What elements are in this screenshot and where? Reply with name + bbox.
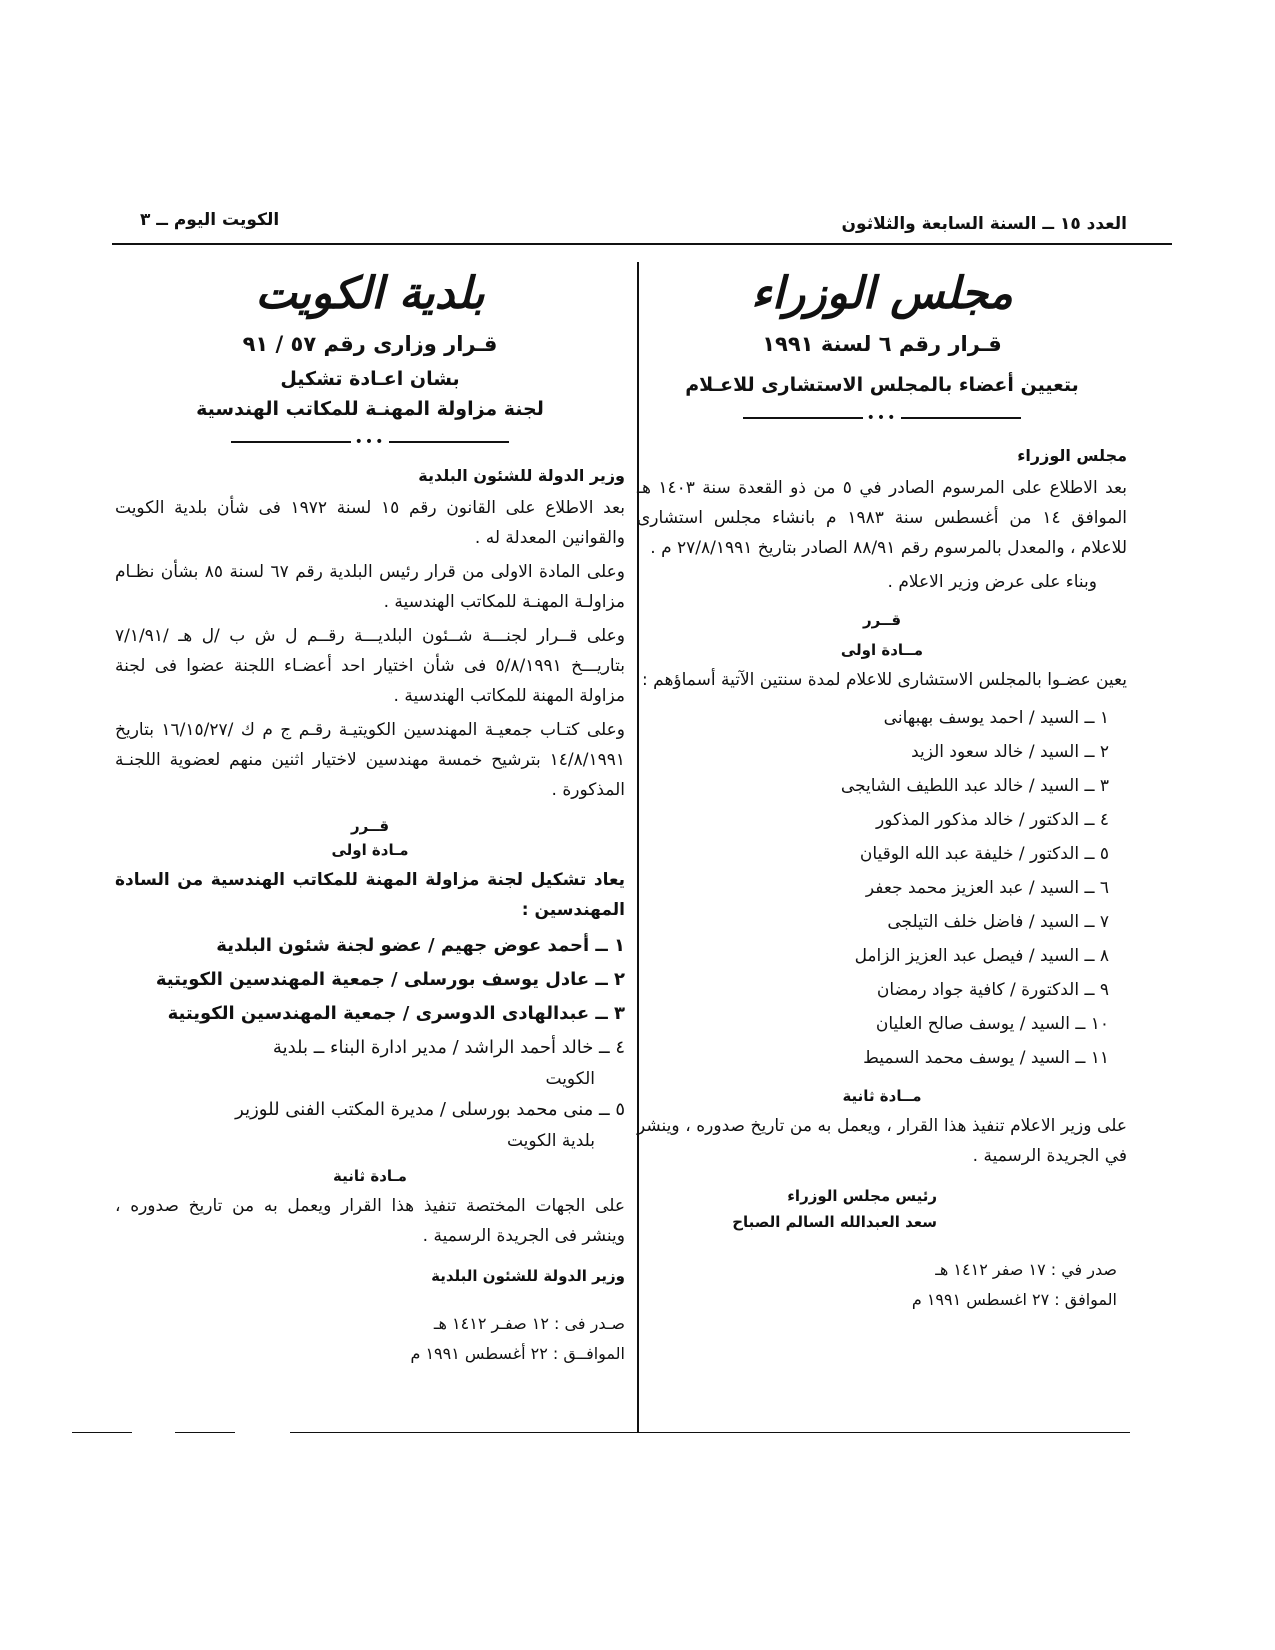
municipality-issued-date <box>115 1309 625 1369</box>
list-item: ١ ــ السيد / احمد يوسف بهبهانى <box>883 708 1109 728</box>
municipality-article-1-heading: مـادة اولى <box>331 841 409 859</box>
council-signatory-title: رئيس مجلس الوزراء <box>787 1187 937 1205</box>
list-item: ١ ــ أحمد عوض جهيم / عضو لجنة شئون البلدية <box>216 935 625 956</box>
list-item: ٥ ــ منى محمد بورسلى / مديرة المكتب الفنى للوزير <box>235 1099 625 1120</box>
municipality-issued-hijri: صـدر فى : ١٢ صفـر ١٤١٢ هـ <box>433 1314 625 1333</box>
council-decided: قــرر <box>862 611 902 629</box>
list-item: ٢ ــ السيد / خالد سعود الزيد <box>911 742 1109 762</box>
municipality-authority: وزير الدولة للشئون البلدية <box>418 466 625 485</box>
list-item-continuation: بلدية الكويت <box>506 1131 595 1151</box>
municipality-issued-gregorian: الموافــق : ٢٢ أغسطس ١٩٩١ م <box>410 1344 625 1363</box>
municipality-preamble-1: بعد الاطلاع على القانون رقم ١٥ لسنة ١٩٧٢ فى شأن بلدية الكويت والقوانين المعدلة له . <box>115 498 625 548</box>
municipality-decided: قــرر <box>350 817 390 835</box>
council-issued-gregorian: الموافق : ٢٧ اغسطس ١٩٩١ م <box>911 1290 1117 1309</box>
publication-header: الكويت اليوم ــ ٣ <box>140 210 280 230</box>
list-item: ٣ ــ السيد / خالد عبد اللطيف الشايجى <box>840 776 1109 796</box>
council-authority: مجلس الوزراء <box>1017 446 1127 465</box>
council-of-ministers-column <box>637 262 1127 1315</box>
council-article-2-text: على وزير الاعلام تنفيذ هذا القرار ، ويعمل به من تاريخ صدوره ، وينشر في الجريدة الرسمية . <box>637 1116 1127 1166</box>
council-members-list <box>637 701 1127 1075</box>
list-item: ١٠ ــ السيد / يوسف صالح العليان <box>875 1014 1109 1034</box>
municipality-article-2-heading: مـادة ثانية <box>333 1167 407 1185</box>
municipality-article-1-text: يعاد تشكيل لجنة مزاولة المهنة للمكاتب الهندسية من السادة المهندسين : <box>115 870 625 920</box>
municipality-decree-subject-2: لجنة مزاولة المهنـة للمكاتب الهندسية <box>196 398 544 420</box>
issue-header: العدد ١٥ ــ السنة السابعة والثلاثون <box>841 214 1127 234</box>
municipality-decree-title: قـرار وزارى رقم ٥٧ / ٩١ <box>242 332 498 356</box>
council-article-1-text: يعين عضـوا بالمجلس الاستشارى للاعلام لمدة سنتين الآتية أسماؤهم : <box>642 670 1127 690</box>
council-signature-block <box>637 1183 1127 1235</box>
municipality-preamble-4: وعلى كتـاب جمعيـة المهندسين الكويتيـة رقـم ج م ك /١٦/١٥/٢٧ بتاريخ ١٤/٨/١٩٩١ بترشيح خمسة مهندسين لاختيار اثنين منهم لعضوية اللجنـة المذكورة . <box>115 720 626 800</box>
municipality-column <box>115 262 625 1369</box>
municipality-decree-subject-1: بشان اعـادة تشكيل <box>280 368 460 390</box>
list-item: ٤ ــ الدكتور / خالد مذكور المذكور <box>876 810 1109 830</box>
council-issued-date <box>637 1255 1127 1315</box>
council-decree-subject: بتعيين أعضاء بالمجلس الاستشارى للاعـلام <box>685 374 1079 396</box>
council-article-2-heading: مــادة ثانية <box>842 1087 922 1105</box>
list-item: ٨ ــ السيد / فيصل عبد العزيز الزامل <box>854 946 1109 966</box>
municipality-members-list <box>115 929 625 1155</box>
council-preamble-2: وبناء على عرض وزير الاعلام . <box>887 572 1097 592</box>
list-item: ٥ ــ الدكتور / خليفة عبد الله الوقيان <box>859 844 1109 864</box>
list-item-continuation: الكويت <box>545 1069 595 1089</box>
municipality-signatory-title: وزير الدولة للشئون البلدية <box>431 1267 625 1285</box>
list-item: ٧ ــ السيد / فاضل خلف التيلجى <box>887 912 1109 932</box>
list-item: ١١ ــ السيد / يوسف محمد السميط <box>863 1048 1109 1068</box>
list-item: ٦ ــ السيد / عبد العزيز محمد جعفر <box>865 878 1109 898</box>
footer-rule <box>72 1432 132 1433</box>
list-item: ٤ ــ خالد أحمد الراشد / مدير ادارة البناء ــ بلدية <box>272 1037 625 1058</box>
council-article-1-heading: مــادة اولى <box>840 641 924 659</box>
council-ornament: ••• <box>637 410 1127 426</box>
council-decree-title: قـرار رقم ٦ لسنة ١٩٩١ <box>762 332 1002 356</box>
council-issued-hijri: صدر في : ١٧ صفر ١٤١٢ هـ <box>935 1260 1117 1279</box>
footer-rule <box>290 1432 1130 1433</box>
municipality-masthead: بلدية الكويت <box>255 268 485 319</box>
list-item: ٩ ــ الدكتورة / كافية جواد رمضان <box>876 980 1109 1000</box>
top-rule <box>112 243 1172 245</box>
council-preamble-1: بعد الاطلاع على المرسوم الصادر في ٥ من ذو القعدة سنة ١٤٠٣ هـ الموافق ١٤ من أغسطس سنة ١٩٨٣ م بانشاء مجلس استشارى للاعلام ، والمعدل بالمرسوم رقم ٨٨/٩١ الصادر بتاريخ ٢٧/٨/١٩٩١ م . <box>637 478 1127 558</box>
list-item: ٢ ــ عادل يوسف بورسلى / جمعية المهندسين الكويتية <box>155 969 625 990</box>
council-signatory-name: سعد العبدالله السالم الصباح <box>732 1213 937 1231</box>
council-masthead: مجلس الوزراء <box>751 268 1013 319</box>
list-item: ٣ ــ عبدالهادى الدوسرى / جمعية المهندسين الكويتية <box>167 1003 625 1024</box>
municipality-article-2-text: على الجهات المختصة تنفيذ هذا القرار ويعمل به من تاريخ صدوره ، وينشر فى الجريدة الرسمية . <box>115 1196 625 1246</box>
municipality-preamble-3: وعلى قــرار لجنـــة شــئون البلديـــة رقــم ل ش ب /ل هـ /٧/١/٩١ بتاريـــخ ٥/٨/١٩٩١ فى شأن اختيار احد أعضـاء اللجنة عضوا فى لجنة مزاولة المهنة للمكاتب الهندسية . <box>115 626 625 706</box>
footer-rule <box>175 1432 235 1433</box>
municipality-ornament: ••• <box>115 434 625 450</box>
municipality-preamble-2: وعلى المادة الاولى من قرار رئيس البلدية رقم ٦٧ لسنة ٨٥ بشأن نظـام مزاولـة المهنـة للمكاتب الهندسية . <box>115 562 625 612</box>
